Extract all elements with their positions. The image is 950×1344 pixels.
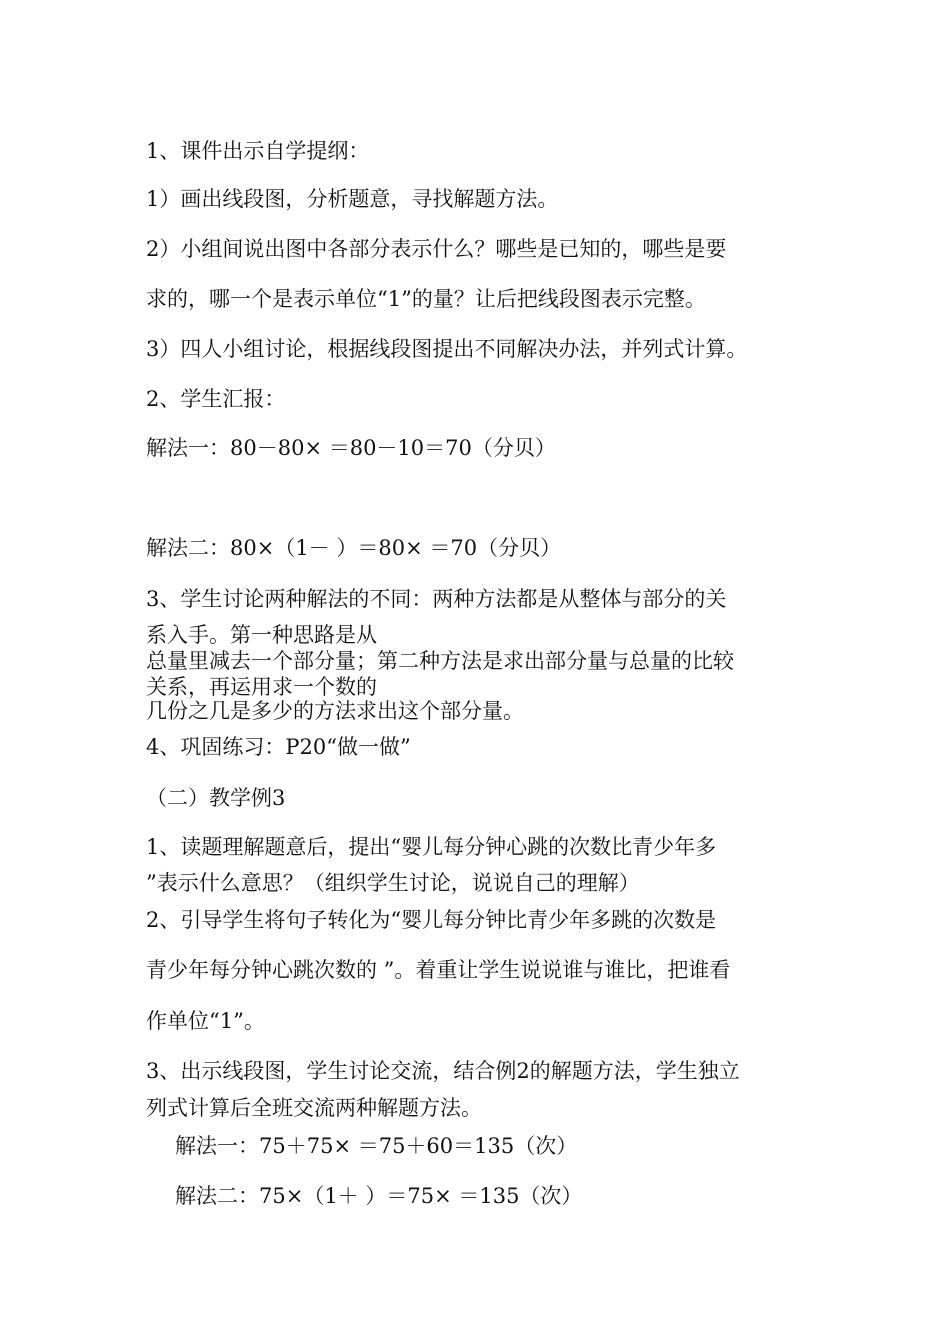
example-3-heading: （二）教学例3 xyxy=(146,786,286,810)
example-3-solution-2: 解法二：75×（1＋ ）＝75× ＝135（次） xyxy=(175,1184,583,1208)
example-3-step-1: 1、读题理解题意后，提出“婴儿每分钟心跳的次数比青少年多 xyxy=(146,835,717,859)
example-3-step-2: 2、引导学生将句子转化为“婴儿每分钟比青少年多跳的次数是 xyxy=(146,908,717,932)
solution-2: 解法二：80×（1－ ）＝80× ＝70（分贝） xyxy=(146,536,562,560)
example-3-step-2-cont: 青少年每分钟心跳次数的 ”。着重让学生说说谁与谁比，把谁看 xyxy=(146,958,731,982)
example-3-step-2-end: 作单位“1”。 xyxy=(146,1009,265,1033)
outline-item-2-cont: 求的，哪一个是表示单位“1”的量？让后把线段图表示完整。 xyxy=(146,287,706,311)
example-3-step-1-cont: ”表示什么意思？（组织学生讨论，说说自己的理解） xyxy=(146,871,640,895)
discussion-line-1: 3、学生讨论两种解法的不同：两种方法都是从整体与部分的关 xyxy=(146,587,727,611)
discussion-line-5: 几份之几是多少的方法求出这个部分量。 xyxy=(146,699,524,723)
discussion-line-3: 总量里减去一个部分量；第二种方法是求出部分量与总量的比较 xyxy=(146,649,734,673)
outline-item-2: 2）小组间说出图中各部分表示什么？哪些是已知的，哪些是要 xyxy=(146,237,727,261)
outline-item-3: 3）四人小组讨论，根据线段图提出不同解决办法，并列式计算。 xyxy=(146,337,748,361)
example-3-step-3: 3、出示线段图，学生讨论交流，结合例2的解题方法，学生独立 xyxy=(146,1059,740,1083)
example-3-step-3-cont: 列式计算后全班交流两种解题方法。 xyxy=(146,1096,482,1120)
outline-heading: 1、课件出示自学提纲： xyxy=(146,139,370,163)
practice-line: 4、巩固练习：P20“做一做” xyxy=(146,735,411,759)
discussion-line-4: 关系，再运用求一个数的 xyxy=(146,675,377,699)
outline-item-1: 1）画出线段图，分析题意，寻找解题方法。 xyxy=(146,187,559,211)
report-heading: 2、学生汇报： xyxy=(146,387,286,411)
solution-1: 解法一：80－80× ＝80－10＝70（分贝） xyxy=(146,436,556,460)
discussion-line-2: 系入手。第一种思路是从 xyxy=(146,623,377,647)
example-3-solution-1: 解法一：75＋75× ＝75＋60＝135（次） xyxy=(175,1134,578,1158)
